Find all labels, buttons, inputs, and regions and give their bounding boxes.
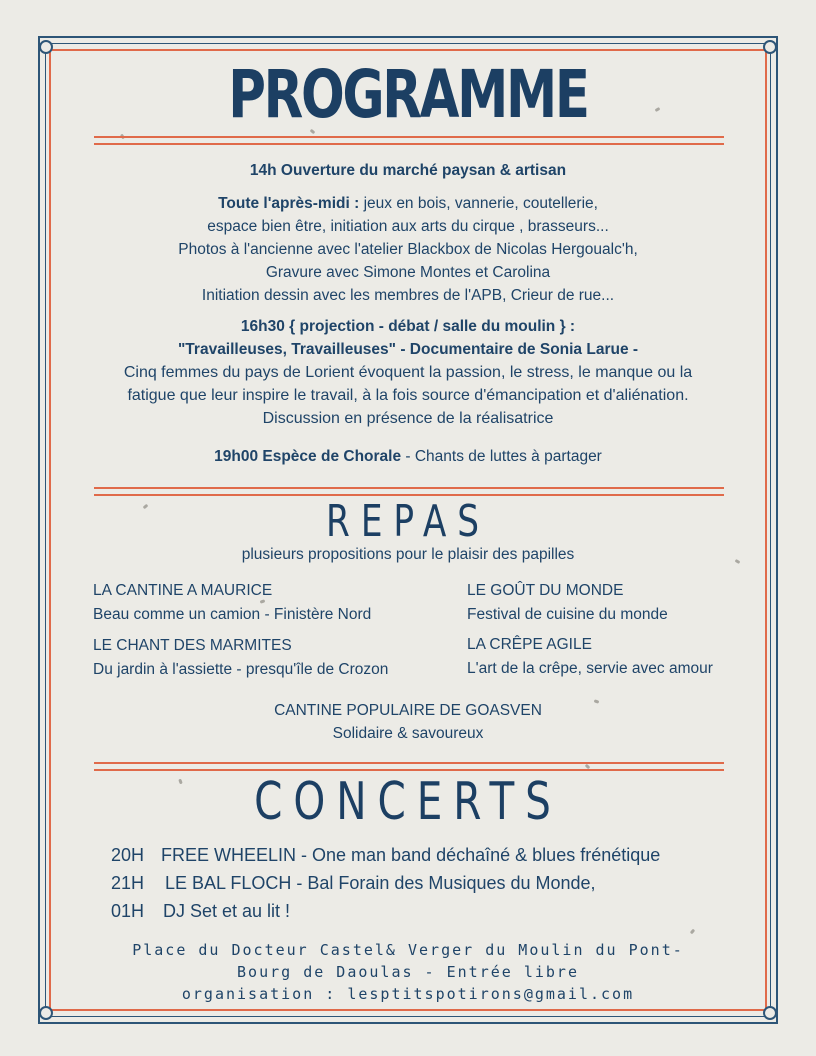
concert-item [111,901,290,922]
concert-item [111,845,660,866]
projection-title: 16h30 { projection - débat / salle du moulin } : [240,318,576,335]
projection-line: Discussion en présence de la réalisatrice [262,410,554,427]
footer-address: Place du Docteur Castel& Verger du Moulin du Pont- [132,941,684,959]
concert-text: FREE WHEELIN - One man band déchaîné & blues frénétique [161,845,661,865]
repas-item-name: LE GOÛT DU MONDE [467,582,624,599]
afternoon-line: espace bien être, initiation aux arts du cirque , brasseurs... [207,218,609,235]
repas-item-desc: Beau comme un camion - Finistère Nord [93,606,372,623]
repas-item [93,580,371,626]
repas-item [467,634,713,680]
corner-ornament [763,1006,777,1020]
afternoon-label: Toute l'après-midi : [218,195,360,212]
repas-final-name: CANTINE POPULAIRE DE GOASVEN [274,702,542,719]
concert-text: LE BAL FLOCH - Bal Forain des Musiques du Monde, [165,873,596,893]
corner-ornament [39,40,53,54]
concert-time: 21H [111,873,145,893]
concert-time: 20H [111,845,145,865]
repas-item-name: LE CHANT DES MARMITES [93,637,292,654]
chorale-line [0,448,816,466]
concerts-title: CONCERTS [254,772,562,832]
divider [94,136,724,145]
afternoon-text: jeux en bois, vannerie, coutellerie, [359,195,598,212]
corner-ornament [39,1006,53,1020]
repas-item-name: LA CANTINE A MAURICE [93,582,273,599]
divider [94,762,724,771]
repas-item [467,580,668,626]
concert-item [111,873,596,894]
projection-line: Cinq femmes du pays de Lorient évoquent la passion, le stress, le manque ou la [123,364,693,381]
concert-text: DJ Set et au lit ! [163,901,291,921]
repas-item [93,635,388,681]
concert-time: 01H [111,901,145,921]
afternoon-line [0,195,816,213]
repas-title: REPAS [326,496,490,547]
projection-line: fatigue que leur inspire le travail, à la fois source d'émancipation et d'aliénation. [127,387,689,404]
footer-contact: organisation : lesptitspotirons@gmail.com [181,985,635,1003]
repas-item-desc: Festival de cuisine du monde [467,606,668,623]
opening-line: 14h Ouverture du marché paysan & artisan [249,162,567,179]
afternoon-line: Initiation dessin avec les membres de l'APB, Crieur de rue... [201,287,615,304]
corner-ornament [763,40,777,54]
repas-item-desc: Du jardin à l'assiette - presqu'île de Crozon [93,661,389,678]
repas-final-desc: Solidaire & savoureux [332,725,484,742]
repas-subtitle: plusieurs propositions pour le plaisir des papilles [241,546,575,563]
divider [94,487,724,496]
repas-item-name: LA CRÊPE AGILE [467,636,592,653]
afternoon-line: Gravure avec Simone Montes et Carolina [265,264,551,281]
repas-item-desc: L'art de la crêpe, servie avec amour [467,660,713,677]
programme-title: PROGRAMME [228,56,588,133]
footer-location: Bourg de Daoulas - Entrée libre [237,963,579,981]
afternoon-line: Photos à l'ancienne avec l'atelier Blackbox de Nicolas Hergoualc'h, [178,241,638,258]
chorale-label: 19h00 Espèce de Chorale [214,448,402,465]
chorale-text: - Chants de luttes à partager [401,448,602,465]
projection-film: "Travailleuses, Travailleuses" - Documentaire de Sonia Larue - [177,341,639,358]
